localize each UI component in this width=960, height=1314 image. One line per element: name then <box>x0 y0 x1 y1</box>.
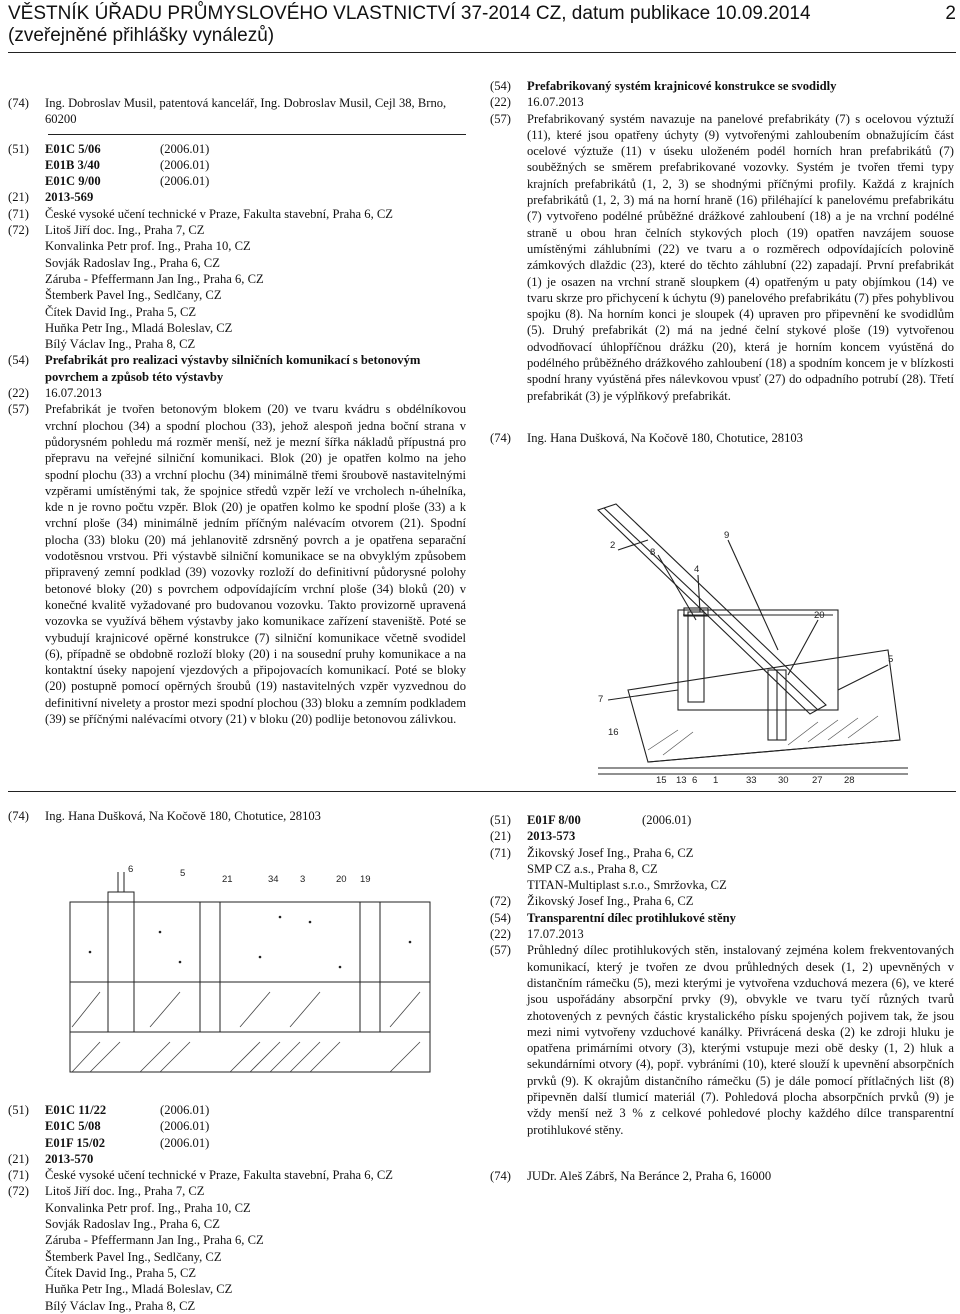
agent-row: (74) Ing. Dobroslav Musil, patentová kancelář, Ing. Dobroslav Musil, Cejl 38, Brno, 60200 <box>8 95 466 128</box>
application-number: 2013-569 <box>45 190 94 205</box>
figure-label: 2 <box>610 540 616 551</box>
filing-date: 16.07.2013 <box>45 386 102 401</box>
application-number-row: (21) 2013-573 <box>490 828 954 844</box>
ipc-code: E01C 5/08 <box>45 1119 101 1134</box>
inventor-item: Záruba - Pfeffermann Jan Ing., Praha 6, CZ <box>45 1233 264 1248</box>
agent-row: (74) Ing. Hana Dušková, Na Kočově 180, Chotutice, 28103 <box>490 430 954 446</box>
inventor-item: Štemberk Pavel Ing., Sedlčany, CZ <box>45 1249 222 1264</box>
applicant-text: České vysoké učení technické v Praze, Fakulta stavební, Praha 6, CZ <box>45 206 393 221</box>
inventor-item: Čítek David Ing., Praha 5, CZ <box>45 304 197 319</box>
figure-label: 33 <box>746 775 757 785</box>
filing-date: 16.07.2013 <box>527 95 584 110</box>
bulletin-subtitle: (zveřejněné přihlášky vynálezů) <box>8 25 275 46</box>
ipc-version: (2006.01) <box>160 174 210 189</box>
ipc-code: E01F 8/00 <box>527 813 581 827</box>
applicant-row: (71) České vysoké učení technické v Praze, Fakulta stavební, Praha 6, CZ <box>8 206 466 222</box>
figure-label: 9 <box>724 530 730 541</box>
guardrail-beam <box>598 504 826 714</box>
figure-label: 6 <box>692 775 698 785</box>
filing-date-row: (22) 16.07.2013 <box>490 94 954 110</box>
application-number-row: (21) 2013-569 <box>8 189 466 205</box>
pouring-hole <box>200 902 220 1032</box>
inventor-item: Čítek David Ing., Praha 5, CZ <box>45 1265 197 1280</box>
ipc-code: E01C 11/22 <box>45 1103 107 1117</box>
record-prefab-krajnice <box>490 78 954 446</box>
applicant-item: SMP CZ a.s., Praha 8, CZ <box>527 861 658 876</box>
inventor-item: Sovják Radoslav Ing., Praha 6, CZ <box>45 255 220 270</box>
ipc-version: (2006.01) <box>160 157 210 172</box>
inventors-row: (72) Litoš Jiří doc. Ing., Praha 7, CZ Konvalinka Petr prof. Ing., Praha 10, CZ Sovják Radoslav Ing., Praha 6, CZ Záruba - Pfeffermann Jan Ing., Praha 6, CZ Štemberk Pavel Ing., Sedlčany, CZ Čítek David Ing., Praha 5, CZ Huňka Petr Ing., Mladá Boleslav, CZ Bílý Václav Ing., Praha 8, CZ <box>8 222 466 352</box>
inventor-item: Bílý Václav Ing., Praha 8, CZ <box>45 1298 196 1313</box>
ipc-version: (2006.01) <box>160 1103 210 1117</box>
inventors-row: (72) Litoš Jiří doc. Ing., Praha 7, CZ Konvalinka Petr prof. Ing., Praha 10, CZ Sovják Radoslav Ing., Praha 6, CZ Záruba - Pfeffermann Jan Ing., Praha 6, CZ Štemberk Pavel Ing., Sedlčany, CZ Čítek David Ing., Praha 5, CZ Huňka Petr Ing., Mladá Boleslav, CZ Bílý Václav Ing., Praha 8, CZ <box>8 1183 466 1313</box>
krajnice-technical-drawing <box>588 500 918 785</box>
inventor-item: Konvalinka Petr prof. Ing., Praha 10, CZ <box>45 239 251 254</box>
figure-label: 5 <box>888 654 894 665</box>
inventor-item: Štemberk Pavel Ing., Sedlčany, CZ <box>45 288 222 303</box>
ipc-version: (2006.01) <box>160 1135 210 1150</box>
filing-date-row: (22) 17.07.2013 <box>490 926 954 942</box>
ipc-version: (2006.01) <box>160 141 210 156</box>
bulletin-header <box>8 3 956 47</box>
applicant-item: TITAN-Multiplast s.r.o., Smržovka, CZ <box>527 878 727 893</box>
inventor-item: Bílý Václav Ing., Praha 8, CZ <box>45 337 196 352</box>
ipc-code: E01F 15/02 <box>45 1135 106 1150</box>
figure-label: 6 <box>128 864 134 875</box>
abstract-row: (57) Prefabrikát je tvořen betonovým blokem (20) ve tvaru kvádru s obdélníkovou vrchní plochou (34) a spodní plochou (33), jehož alespoň jedna boční strana v půdorysném pohledu má rozměr menší, než je mezní šířka nákladů přípustná pro přepravu na veřejné silniční komunikaci. Blok (20) je opatřen kolmo na jeho spodní plochu (33) a vrchní plochu (34) minimálně třemi šroubově nastavitelnými vzpěrami umístěnými tak, že spojnice středů vzpěr leží ve vrcholech n-úhelníka, kde n je rovno počtu vzpěr. Blok (20) je opatřen kolmo ke spodní ploše (33) a k vrchní ploše (34) minimálně jedním příčným nalévacím otvorem (21). Spodní plocha (33) bloku (20) má jehlanovitě zdrsněný povrch a je opatřena separační vodotěsnou vrstvou. Při výstavbě silniční komunikace se na obvyklým způsobem připravený zemní podklad (39) vozovky rozloží do definitivní půdorysné polohy betonové bloky (20) s povrchem odpovídajícím vrchní ploše (34) bloků (20) v konečné kvalitě vyžadované pro budovanou vozovku. Takto provizorně upravená vozovka se využívá během výstavby jako komunikace zařízení staveniště. Poté se vybudují krajnicové opěrné konstrukce (7) silniční komunikace včetně svodidel (6), případně se obdobně rozloží bloky (20) i na sousední pruhy komunikace a na kontaktní úseky napojení vjezdových a připojovacích komunikací. Poté se bloky (20) postupně pomocí opěrných šroubů (19) nastavitelných vzpěr vyzvednou do definitivní nivelety a prostor mezi spodní plochou (33) bloku a zemním podkladem (39) se příčnými nalévacími otvory (21) v bloku (20) podlije betonovou zálivkou. <box>8 402 466 726</box>
figure-label: 27 <box>812 775 823 785</box>
abstract-text: Průhledný dílec protihlukových stěn, instalovaný zejména kolem frekventovaných komunikací, který je tvořen ze dvou průhledných desek (1, 2) upevněných v distančním rámečku (5), mezi kterými je vytvořena vzduchová mezera (6), ve které jsou uspořádány absorpční prvky (9), obvykle ve tvaru tyčí různých tvarů zhotovených z pevných částic krystalického písku spojených pojivem tak, že jsou mezi nimi vytvořeny vzduchové kanálky. Přivrácená deska (2) ke zdroji hluku je opatřena primárními otvory (3), kterými vstupuje mezi obě desky (1, 2) hluk a sekundárními otvory (4), popř. vybráními (10), které slouží k upevnění absorpčních prvků (9). K okrajům distančního rámečku (5) je dále pomocí přítlačných lišt (8) připevněn další tlumicí materiál (7). Pohledová plocha absorpčních prvků (9) je vždy menší než 3 % z celkové pohledové plochy každého dílce transparentní protihlukové stěny. <box>527 943 954 1137</box>
application-number: 2013-570 <box>45 1151 94 1166</box>
header-divider <box>8 52 956 53</box>
abstract-row: (57) Průhledný dílec protihlukových stěn, instalovaný zejména kolem frekventovaných komunikací, který je tvořen ze dvou průhledných desek (1, 2) upevněných v distančním rámečku (5), mezi kterými je vytvořena vzduchová mezera (6), ve které jsou uspořádány absorpční prvky (9), obvykle ve tvaru tyčí různých tvarů zhotovených z pevných částic krystalického písku spojených pojivem tak, že jsou mezi nimi vytvořeny vzduchové kanálky. Přivrácená deska (2) ke zdroji hluku je opatřena primárními otvory (3), kterými vstupuje mezi obě desky (1, 2) hluk a sekundárními otvory (4), popř. vybráními (10), které slouží k upevnění absorpčních prvků (9). K okrajům distančního rámečku (5) je dále pomocí přítlačných lišt (8) připevněn další tlumicí materiál (7). Pohledová plocha absorpčních prvků (9) je vždy menší než 3 % z celkové pohledové plochy každého dílce transparentní protihlukové stěny. <box>490 943 954 1137</box>
prefabricate-cross-section <box>60 862 450 1087</box>
inventor-item: Litoš Jiří doc. Ing., Praha 7, CZ <box>45 223 205 238</box>
ipc-version: (2006.01) <box>160 1119 210 1134</box>
applicant-item: Žikovský Josef Ing., Praha 6, CZ <box>527 845 694 860</box>
record-2013-570 <box>8 1102 466 1314</box>
agent-text: Ing. Hana Dušková, Na Kočově 180, Chotutice, 28103 <box>527 430 803 445</box>
ipc-code: E01C 5/06 <box>45 141 101 156</box>
ipc-row: (51) E01C 5/06 (2006.01) E01B 3/40 (2006.01) E01C 9/00 (2006.01) <box>8 141 210 189</box>
figure-label: 30 <box>778 775 789 785</box>
inventor-item: Konvalinka Petr prof. Ing., Praha 10, CZ <box>45 1200 251 1215</box>
inventor-item: Huňka Petr Ing., Mladá Boleslav, CZ <box>45 320 233 335</box>
inventor-item: Sovják Radoslav Ing., Praha 6, CZ <box>45 1217 220 1232</box>
inventor-row: (72) Žikovský Josef Ing., Praha 6, CZ <box>490 893 954 909</box>
inventor-item: Huňka Petr Ing., Mladá Boleslav, CZ <box>45 1282 233 1297</box>
applicant-text: České vysoké učení technické v Praze, Fakulta stavební, Praha 6, CZ <box>45 1168 393 1183</box>
record-2013-570-agent <box>8 808 466 824</box>
figure-label: 19 <box>360 874 371 885</box>
figure-label: 1 <box>713 775 719 785</box>
section-divider <box>8 791 956 792</box>
ipc-code: E01B 3/40 <box>45 157 100 172</box>
title-row: (54) Prefabrikát pro realizaci výstavby silničních komunikací s betonovým povrchem a způsob této výstavby <box>8 352 466 385</box>
title-row: (54) Transparentní dílec protihlukové stěny <box>490 910 954 926</box>
invention-title: Prefabrikát pro realizaci výstavby silničních komunikací s betonovým povrchem a způsob této výstavby <box>45 353 421 384</box>
adjustable-strut <box>108 892 134 1032</box>
agent-text: Ing. Dobroslav Musil, patentová kancelář, Ing. Dobroslav Musil, Cejl 38, Brno, 60200 <box>45 96 447 127</box>
invention-title: Transparentní dílec protihlukové stěny <box>527 910 736 925</box>
abstract-text: Prefabrikát je tvořen betonovým blokem (20) ve tvaru kvádru s obdélníkovou vrchní plochou (34) a spodní plochou (33), jehož alespoň jedna boční strana v půdorysném pohledu má rozměr menší, než je mezní šířka nákladů přípustná pro přepravu na veřejné silniční komunikaci. Blok (20) je opatřen kolmo na jeho spodní plochu (33) a vrchní plochu (34) minimálně třemi šroubově nastavitelnými vzpěrami umístěnými tak, že spojnice středů vzpěr leží ve vrcholech n-úhelníka, kde n je rovno počtu vzpěr. Blok (20) je opatřen kolmo ke spodní ploše (33) a k vrchní ploše (34) minimálně jedním příčným nalévacím otvorem (21). Spodní plocha (33) bloku (20) má jehlanovitě zdrsněný povrch a je opatřena separační vodotěsnou vrstvou. Při výstavbě silniční komunikace se na obvyklým způsobem připravený zemní podklad (39) vozovky rozloží do definitivní půdorysné polohy betonové bloky (20) s povrchem odpovídajícím vrchní ploše (34) bloků (20) v konečné kvalitě vyžadované pro budovanou vozovku. Takto provizorně upravená vozovka se využívá během výstavby jako komunikace zařízení staveniště. Poté se vybudují krajnicové opěrné konstrukce (7) silniční komunikace včetně svodidel (6), případně se obdobně rozloží bloky (20) i na sousední pruhy komunikace a na kontaktní úseky napojení vjezdových a připojovacích komunikací. Poté se bloky (20) postupně pomocí opěrných šroubů (19) nastavitelných vzpěr vyzvednou do definitivní nivelety a prostor mezi spodní plochou (33) bloku a zemním podkladem (39) se příčnými nalévacími otvory (21) v bloku (20) podlije betonovou zálivkou. <box>45 402 466 726</box>
record-2013-573 <box>490 812 954 1184</box>
ipc-row: (51) E01F 8/00 (2006.01) <box>490 813 692 827</box>
applicant-row: (71) České vysoké učení technické v Praze, Fakulta stavební, Praha 6, CZ <box>8 1167 466 1183</box>
figure-label: 16 <box>608 727 619 738</box>
agent-text: JUDr. Aleš Zábrš, Na Beránce 2, Praha 6, 16000 <box>527 1168 772 1183</box>
prefabricate-body <box>628 650 900 762</box>
ipc-code: E01C 9/00 <box>45 174 101 189</box>
agent-row: (74) Ing. Hana Dušková, Na Kočově 180, Chotutice, 28103 <box>8 808 466 824</box>
application-number-row: (21) 2013-570 <box>8 1151 466 1167</box>
page-number: 2 <box>945 3 956 24</box>
ipc-row: (51) E01C 11/22 (2006.01) E01C 5/08 (2006.01) E01F 15/02 (2006.01) <box>8 1103 210 1150</box>
concrete-block <box>70 902 430 1072</box>
post <box>688 612 704 702</box>
figure-label: 8 <box>650 547 656 558</box>
applicant-row: (71) Žikovský Josef Ing., Praha 6, CZ SMP CZ a.s., Praha 8, CZ TITAN-Multiplast s.r.o., Smržovka, CZ <box>490 845 954 894</box>
agent-text: Ing. Hana Dušková, Na Kočově 180, Chotutice, 28103 <box>45 809 321 823</box>
figure-label: 15 <box>656 775 667 785</box>
figure-label: 20 <box>814 610 825 621</box>
figure-label: 4 <box>694 564 700 575</box>
filing-date: 17.07.2013 <box>527 927 584 942</box>
inventor-item: Litoš Jiří doc. Ing., Praha 7, CZ <box>45 1184 205 1199</box>
record-divider <box>48 134 466 135</box>
abstract-text: Prefabrikovaný systém navazuje na panelové prefabrikáty (7) s ocelovou výztuží (11), které jsou opatřeny úchyty (9) vytvořenými zahloubením obnažujícím část ocelové výztuže (11) v úseku uloženém podél horních hran prefabrikátů (7) souběžných se směrem prefabrikované vozovky. Systém je tvořen třemi typy krajních prefabrikátů (1, 2, 3) se shodnými příčnými profily. Každá z krajních prefabrikátů (1, 2, 3) má na horní hraně (16) přiléhající k panelovému prefabrikátu (7) vytvořeno podélné průběžné drážkové zahloubení (18) a je na vrchní podélné straně u obou hran čelních stykových ploch (19) opatřen navzájem souose umístěnými záhlubními (22) ve tvaru a o rozměrech odpovídajících polovině zámkových dlaždic (23), které do těchto záhlubní (22) zapadají. První prefabrikát (1) je osazen na vrchní straně sloupkem (4) opatřeným u paty objímkou (14) ve tvaru skrze pro přichycení k úchytu (9) panelového prefabrikátu (7) přes pohyblivou spojku (8). Na horním konci je sloupek (4) upraven pro připevnění ke svodidlům (5). Druhý prefabrikát (2) má na jedné čelní stykové ploše (19) vytvořenou odvodňovací úhlopříčnou drážku (20), která je horním koncem vyústěná do podélného průběžného drážkového zahloubení (18) a spodním koncem je v blízkosti spodní hrany vyústěná přes nálevkovou vpusť (27) do odpadního potrubí (28). Třetí prefabrikát (3) je výplňkový prefabrikát. <box>527 111 954 403</box>
inventor-item: Žikovský Josef Ing., Praha 6, CZ <box>527 894 694 909</box>
figure-label: 21 <box>222 874 233 885</box>
application-number: 2013-573 <box>527 829 576 844</box>
figure-label: 20 <box>336 874 347 885</box>
figure-label: 3 <box>300 874 306 885</box>
bulletin-title: VĚSTNÍK ÚŘADU PRŮMYSLOVÉHO VLASTNICTVÍ 37-2014 CZ, datum publikace 10.09.2014 <box>8 3 811 24</box>
figure-label: 28 <box>844 775 855 785</box>
figure-label: 13 <box>676 775 687 785</box>
agent-row: (74) JUDr. Aleš Zábrš, Na Beránce 2, Praha 6, 16000 <box>490 1168 954 1184</box>
figure-label: 34 <box>268 874 279 885</box>
figure-label: 5 <box>180 868 186 879</box>
ipc-version: (2006.01) <box>642 813 692 827</box>
figure-label: 7 <box>598 694 604 705</box>
inventor-item: Záruba - Pfeffermann Jan Ing., Praha 6, CZ <box>45 271 264 286</box>
abstract-row: (57) Prefabrikovaný systém navazuje na panelové prefabrikáty (7) s ocelovou výztuží (11), které jsou opatřeny úchyty (9) vytvořenými zahloubením obnažujícím část ocelové výztuže (11) v úseku uloženém podél horních hran prefabrikátů (7) souběžných se směrem prefabrikované vozovky. Systém je tvořen třemi typy krajních prefabrikátů (1, 2, 3) se shodnými příčnými profily. Každá z krajních prefabrikátů (1, 2, 3) má na horní hraně (16) přiléhající k panelovému prefabrikátu (7) vytvořeno podélné průběžné drážkové zahloubení (18) a je na vrchní podélné straně u obou hran čelních stykových ploch (19) opatřen navzájem souose umístěnými záhlubními (22) ve tvaru a o rozměrech odpovídajících polovině zámkových dlaždic (23), které do těchto záhlubní (22) zapadají. První prefabrikát (1) je osazen na vrchní straně sloupkem (4) opatřeným u paty objímkou (14) ve tvaru skrze pro přichycení k úchytu (9) panelového prefabrikátu (7) přes pohyblivou spojku (8). Na horním konci je sloupek (4) upraven pro připevnění ke svodidlům (5). Druhý prefabrikát (2) má na jedné čelní stykové ploše (19) vytvořenou odvodňovací úhlopříčnou drážku (20), která je horním koncem vyústěná do podélného průběžného drážkového zahloubení (18) a spodním koncem je v blízkosti spodní hrany vyústěná přes nálevkovou vpusť (27) do odpadního potrubí (28). Třetí prefabrikát (3) je výplňkový prefabrikát. <box>490 111 954 403</box>
filing-date-row: (22) 16.07.2013 <box>8 385 466 401</box>
record-2013-569 <box>8 95 466 727</box>
title-row: (54) Prefabrikovaný systém krajnicové konstrukce se svodidly <box>490 78 954 94</box>
invention-title: Prefabrikovaný systém krajnicové konstrukce se svodidly <box>527 79 837 93</box>
